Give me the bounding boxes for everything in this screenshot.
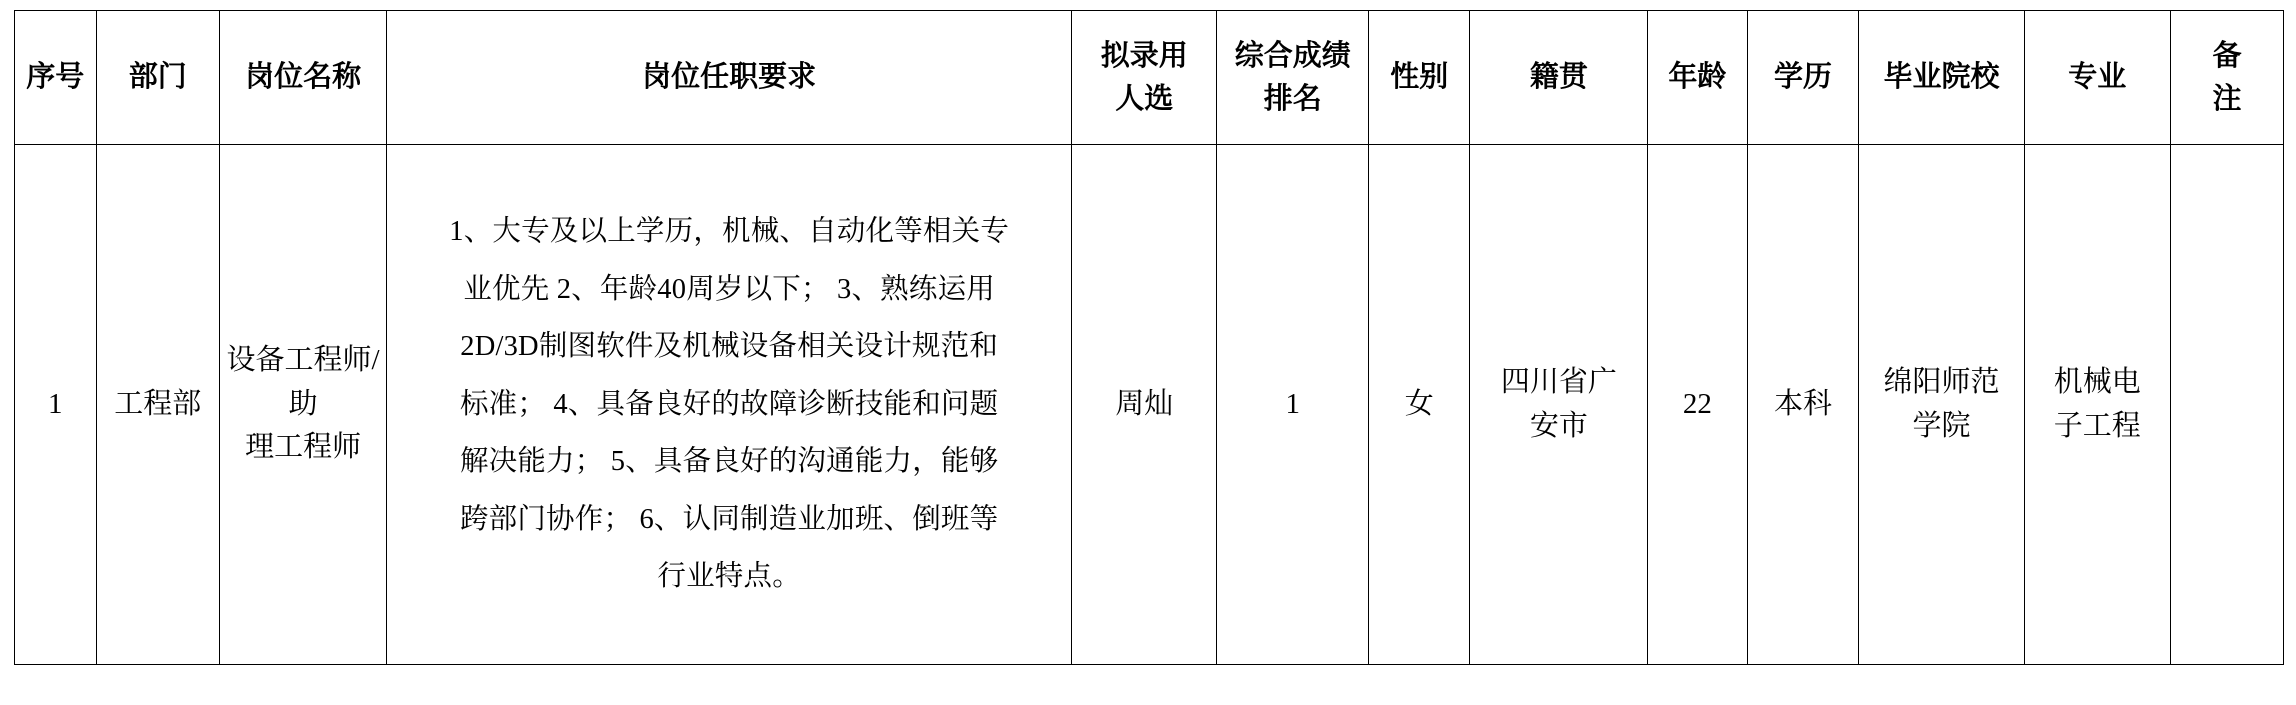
cell-candidate: 周灿 bbox=[1072, 145, 1217, 665]
column-header-post-name-line-1: 岗位名称 bbox=[245, 61, 362, 94]
column-header-seq-line-1: 序号 bbox=[26, 61, 85, 94]
cell-native-place-line-2: 安市 bbox=[1529, 409, 1588, 442]
column-header-post-name bbox=[219, 11, 386, 145]
cell-major-line-2: 子工程 bbox=[2053, 409, 2141, 442]
cell-score-rank: 1 bbox=[1217, 145, 1369, 665]
table-body bbox=[15, 145, 2284, 665]
column-header-school-line-1: 毕业院校 bbox=[1883, 61, 2000, 94]
column-header-score-rank bbox=[1217, 11, 1369, 145]
column-header-school bbox=[1859, 11, 2024, 145]
column-header-department-line-1: 部门 bbox=[128, 61, 187, 94]
column-header-score-rank-line-1: 综合成绩 bbox=[1234, 40, 1351, 73]
column-header-department bbox=[96, 11, 219, 145]
column-header-seq bbox=[15, 11, 97, 145]
cell-native-place-line-1: 四川省广 bbox=[1500, 366, 1617, 398]
cell-major bbox=[2024, 145, 2170, 665]
column-header-remark-line-1: 备 bbox=[2212, 40, 2242, 73]
column-header-major-line-1: 专业 bbox=[2068, 61, 2127, 94]
cell-requirements-line-5: 解决能力； 5、具备良好的沟通能力，能够 bbox=[459, 446, 999, 478]
column-header-post-requirements-line-1: 岗位任职要求 bbox=[642, 61, 817, 94]
column-header-education-line-1: 学历 bbox=[1773, 61, 1832, 94]
cell-post-name bbox=[219, 145, 386, 665]
cell-post-name-line-1: 设备工程师/助 bbox=[226, 344, 380, 420]
cell-department: 工程部 bbox=[96, 145, 219, 665]
recruitment-results-table bbox=[14, 10, 2284, 665]
cell-education: 本科 bbox=[1747, 145, 1859, 665]
cell-post-requirements bbox=[387, 145, 1072, 665]
column-header-candidate bbox=[1072, 11, 1217, 145]
column-header-gender-line-1: 性别 bbox=[1390, 61, 1449, 94]
column-header-native-place-line-1: 籍贯 bbox=[1529, 61, 1588, 94]
column-header-age-line-1: 年龄 bbox=[1668, 61, 1727, 94]
cell-requirements-line-6: 跨部门协作； 6、认同制造业加班、倒班等 bbox=[459, 503, 999, 535]
cell-major-line-1: 机械电 bbox=[2053, 366, 2141, 398]
cell-remark bbox=[2170, 145, 2283, 665]
cell-seq: 1 bbox=[15, 145, 97, 665]
cell-requirements-line-3: 2D/3D制图软件及机械设备相关设计规范和 bbox=[460, 331, 999, 363]
cell-school-line-1: 绵阳师范 bbox=[1883, 366, 2000, 398]
column-header-score-rank-line-2: 排名 bbox=[1263, 82, 1322, 115]
table-header bbox=[15, 11, 2284, 145]
cell-school bbox=[1859, 145, 2024, 665]
cell-age: 22 bbox=[1648, 145, 1747, 665]
document-page bbox=[0, 10, 2296, 705]
column-header-remark bbox=[2170, 11, 2283, 145]
cell-requirements-line-7: 行业特点。 bbox=[657, 561, 801, 593]
column-header-gender bbox=[1369, 11, 1470, 145]
cell-post-name-line-2: 理工程师 bbox=[245, 431, 362, 464]
column-header-candidate-line-2: 人选 bbox=[1115, 82, 1174, 115]
column-header-age bbox=[1648, 11, 1747, 145]
cell-requirements-line-1: 1、大专及以上学历，机械、自动化等相关专 bbox=[449, 216, 1010, 248]
table-row bbox=[15, 145, 2284, 665]
cell-requirements-line-2: 业优先 2、年龄40周岁以下； 3、熟练运用 bbox=[463, 273, 995, 305]
cell-native-place bbox=[1470, 145, 1648, 665]
table-header-row bbox=[15, 11, 2284, 145]
cell-gender: 女 bbox=[1369, 145, 1470, 665]
column-header-candidate-line-1: 拟录用 bbox=[1100, 40, 1188, 73]
cell-requirements-line-4: 标准； 4、具备良好的故障诊断技能和问题 bbox=[459, 388, 999, 420]
column-header-native-place bbox=[1470, 11, 1648, 145]
column-header-education bbox=[1747, 11, 1859, 145]
column-header-remark-line-2: 注 bbox=[2212, 82, 2242, 115]
column-header-major bbox=[2024, 11, 2170, 145]
cell-school-line-2: 学院 bbox=[1912, 409, 1971, 442]
column-header-post-requirements bbox=[387, 11, 1072, 145]
